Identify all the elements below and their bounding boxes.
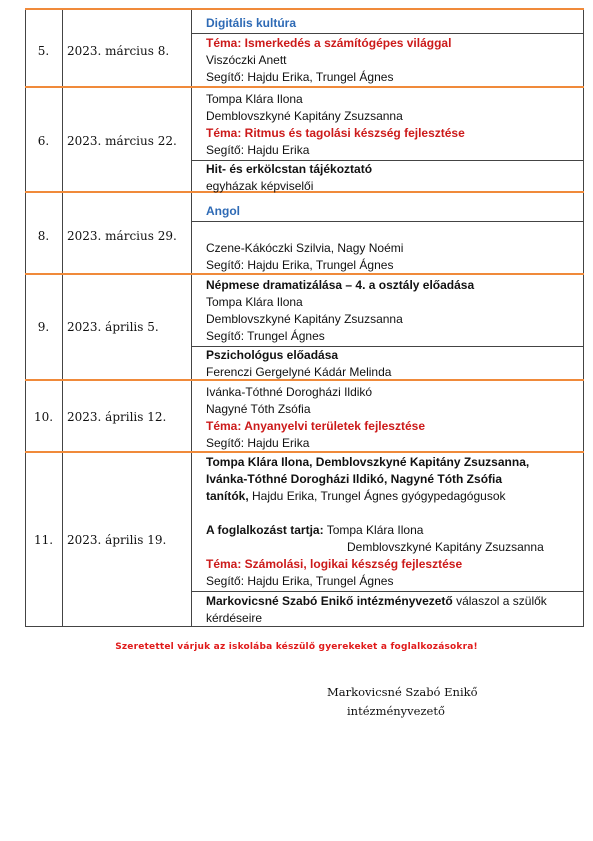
row-separator bbox=[25, 451, 584, 453]
teacher-line: Tompa Klára Ilona bbox=[206, 295, 303, 309]
director-name: Markovicsné Szabó Enikő intézményvezető bbox=[206, 594, 453, 608]
teacher-line: Demblovszkyné Kapitány Zsuzsanna bbox=[206, 312, 403, 326]
presenter-line: egyházak képviselői bbox=[206, 179, 314, 193]
teachers-line bbox=[206, 489, 506, 503]
teacher-line: Nagyné Tóth Zsófia bbox=[206, 402, 311, 416]
session-number: 9. bbox=[37, 320, 50, 334]
column-divider bbox=[62, 8, 63, 627]
lead-label: A foglalkozást tartja: bbox=[206, 523, 324, 537]
session-date: 2023. március 29. bbox=[67, 229, 177, 243]
subject-title: Angol bbox=[206, 204, 240, 218]
helper-line: Segítő: Hajdu Erika, Trungel Ágnes bbox=[206, 70, 394, 84]
table-border-bottom bbox=[25, 626, 584, 627]
helper-line: Segítő: Hajdu Erika bbox=[206, 143, 310, 157]
session-number: 5. bbox=[37, 44, 50, 58]
helper-line: Segítő: Hajdu Erika, Trungel Ágnes bbox=[206, 258, 394, 272]
closing-invitation: Szeretettel várjuk az iskolába készülő gyerekeket a foglalkozásokra! bbox=[115, 642, 478, 652]
event-title: Pszichológus előadása bbox=[206, 348, 339, 362]
topic-line: Téma: Ismerkedés a számítógépes világgal bbox=[206, 36, 452, 50]
topic-line: Téma: Anyanyelvi területek fejlesztése bbox=[206, 419, 425, 433]
signature-title: intézményvezető bbox=[347, 704, 445, 718]
director-rest: válaszol a szülők bbox=[452, 594, 547, 608]
teachers-label: tanítók, bbox=[206, 489, 249, 503]
row-separator bbox=[25, 86, 584, 88]
helper-line: Segítő: Trungel Ágnes bbox=[206, 329, 325, 343]
helper-line: Segítő: Hajdu Erika bbox=[206, 436, 310, 450]
row-separator bbox=[25, 8, 584, 10]
teachers-line: Tompa Klára Ilona, Demblovszkyné Kapitány Zsuzsanna, bbox=[206, 455, 530, 469]
helper-line: Segítő: Hajdu Erika, Trungel Ágnes bbox=[206, 574, 394, 588]
teacher-line: Czene-Kákóczki Szilvia, Nagy Noémi bbox=[206, 241, 404, 255]
signature-name: Markovicsné Szabó Enikő bbox=[327, 685, 478, 699]
subject-title: Digitális kultúra bbox=[206, 16, 297, 30]
session-number: 6. bbox=[37, 134, 50, 148]
event-title: Népmese dramatizálása – 4. a osztály előadása bbox=[206, 278, 475, 292]
session-number: 8. bbox=[37, 229, 50, 243]
lead-line bbox=[206, 523, 423, 537]
presenter-line: Ferenczi Gergelyné Kádár Melinda bbox=[206, 365, 392, 379]
session-date: 2023. április 5. bbox=[67, 320, 159, 334]
cell-separator bbox=[191, 33, 584, 34]
row-separator bbox=[25, 379, 584, 381]
row-separator bbox=[25, 273, 584, 275]
event-title: Hit- és erkölcstan tájékoztató bbox=[206, 162, 373, 176]
teachers-rest: Hajdu Erika, Trungel Ágnes gyógypedagógusok bbox=[248, 489, 506, 503]
session-date: 2023. március 22. bbox=[67, 134, 177, 148]
cell-separator bbox=[191, 221, 584, 222]
lead-line-cont: Demblovszkyné Kapitány Zsuzsanna bbox=[347, 540, 544, 554]
schedule-table bbox=[25, 8, 584, 627]
session-date: 2023. április 19. bbox=[67, 533, 167, 547]
lead-name: Tompa Klára Ilona bbox=[323, 523, 424, 537]
session-date: 2023. március 8. bbox=[67, 44, 170, 58]
cell-separator bbox=[191, 346, 584, 347]
teacher-line: Tompa Klára Ilona bbox=[206, 92, 303, 106]
director-line bbox=[206, 594, 547, 608]
session-date: 2023. április 12. bbox=[67, 410, 167, 424]
teacher-line: Viszóczki Anett bbox=[206, 53, 287, 67]
cell-separator bbox=[191, 160, 584, 161]
topic-line: Téma: Ritmus és tagolási készség fejlesztése bbox=[206, 126, 465, 140]
cell-separator bbox=[191, 591, 584, 592]
session-number: 10. bbox=[33, 410, 54, 424]
session-number: 11. bbox=[33, 533, 54, 547]
topic-line: Téma: Számolási, logikai készség fejlesztése bbox=[206, 557, 463, 571]
teachers-line: Ivánka-Tóthné Dorogházi Ildikó, Nagyné Tóth Zsófia bbox=[206, 472, 503, 486]
teacher-line: Demblovszkyné Kapitány Zsuzsanna bbox=[206, 109, 403, 123]
director-line-cont: kérdéseire bbox=[206, 611, 263, 625]
table-border-right bbox=[583, 8, 584, 627]
teacher-line: Ivánka-Tóthné Dorogházi Ildikó bbox=[206, 385, 373, 399]
